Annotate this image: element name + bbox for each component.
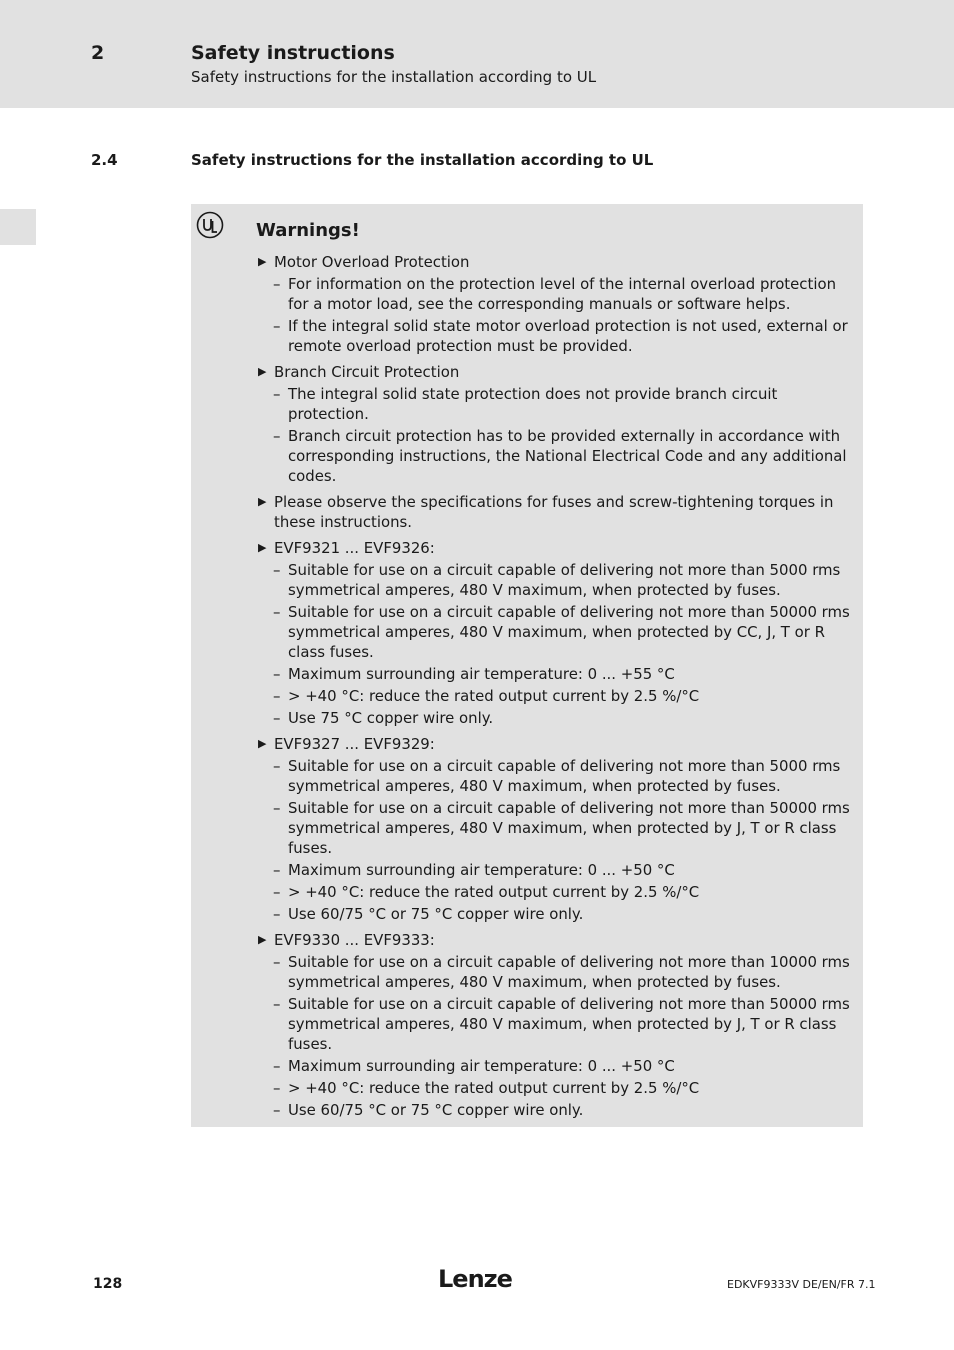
warning-subitem-text: Branch circuit protection has to be provided externally in accordance with corresponding instructions, the National Electrical Code and any additional codes.	[288, 427, 847, 485]
dash-bullet-icon: –	[273, 665, 281, 683]
dash-bullet-icon: –	[273, 861, 281, 879]
dash-bullet-icon: –	[273, 1101, 281, 1119]
warning-subitem-text: Suitable for use on a circuit capable of delivering not more than 50000 rms symmetrical amperes, 480 V maximum, when protected by J, T or R class fuses.	[288, 995, 850, 1053]
triangle-bullet-icon: ▶	[258, 737, 267, 750]
dash-bullet-icon: –	[273, 883, 281, 901]
triangle-bullet-icon: ▶	[258, 365, 267, 378]
warning-subitem	[258, 426, 860, 486]
dash-bullet-icon: –	[273, 1079, 281, 1097]
dash-bullet-icon: –	[273, 427, 281, 445]
warning-subitem	[258, 1100, 860, 1120]
warning-subitem	[258, 994, 860, 1054]
chapter-title: Safety instructions	[191, 42, 395, 64]
dash-bullet-icon: –	[273, 953, 281, 971]
warning-subitem	[258, 384, 860, 424]
warning-subitem	[258, 560, 860, 600]
warning-subitem	[258, 798, 860, 858]
warning-item-text: Branch Circuit Protection	[274, 363, 460, 381]
warning-subitem	[258, 1078, 860, 1098]
dash-bullet-icon: –	[273, 687, 281, 705]
triangle-bullet-icon: ▶	[258, 495, 267, 508]
lenze-logo: Lenze	[438, 1265, 512, 1293]
warning-subitem-text: Maximum surrounding air temperature: 0 ... +50 °C	[288, 861, 675, 879]
document-id: EDKVF9333V DE/EN/FR 7.1	[727, 1278, 876, 1291]
warning-subitem	[258, 664, 860, 684]
warning-subitem-text: The integral solid state protection does not provide branch circuit protection.	[288, 385, 778, 423]
warning-item	[258, 252, 860, 272]
header-band	[0, 0, 954, 108]
side-tab-marker	[0, 209, 36, 245]
dash-bullet-icon: –	[273, 799, 281, 817]
warning-item-text: EVF9330 ... EVF9333:	[274, 931, 435, 949]
warning-subitem-text: Maximum surrounding air temperature: 0 ... +50 °C	[288, 1057, 675, 1075]
warning-subitem	[258, 904, 860, 924]
warning-subitem-text: > +40 °C: reduce the rated output current by 2.5 %/°C	[288, 687, 700, 705]
triangle-bullet-icon: ▶	[258, 933, 267, 946]
dash-bullet-icon: –	[273, 317, 281, 335]
warning-subitem	[258, 756, 860, 796]
dash-bullet-icon: –	[273, 905, 281, 923]
ul-mark-icon	[196, 211, 224, 239]
page-number: 128	[93, 1276, 123, 1292]
warning-subitem	[258, 882, 860, 902]
triangle-bullet-icon: ▶	[258, 541, 267, 554]
warning-subitem-text: Use 60/75 °C or 75 °C copper wire only.	[288, 1101, 584, 1119]
warning-subitem	[258, 1056, 860, 1076]
warning-subitem-text: Suitable for use on a circuit capable of delivering not more than 10000 rms symmetrical amperes, 480 V maximum, when protected by fuses.	[288, 953, 850, 991]
warning-subitem-text: > +40 °C: reduce the rated output current by 2.5 %/°C	[288, 883, 700, 901]
chapter-number: 2	[91, 42, 105, 64]
warning-subitem-text: Maximum surrounding air temperature: 0 ... +55 °C	[288, 665, 675, 683]
warning-subitem-text: Suitable for use on a circuit capable of delivering not more than 5000 rms symmetrical amperes, 480 V maximum, when protected by fuses.	[288, 561, 841, 599]
warning-item-text: EVF9321 ... EVF9326:	[274, 539, 435, 557]
dash-bullet-icon: –	[273, 1057, 281, 1075]
warning-subitem	[258, 274, 860, 314]
warning-subitem	[258, 602, 860, 662]
warning-subitem-text: Use 60/75 °C or 75 °C copper wire only.	[288, 905, 584, 923]
warning-subitem	[258, 686, 860, 706]
warning-subitem-text: For information on the protection level of the internal overload protection for a motor load, see the corresponding manuals or software helps.	[288, 275, 837, 313]
dash-bullet-icon: –	[273, 603, 281, 621]
warning-subitem	[258, 316, 860, 356]
warning-subitem-text: Suitable for use on a circuit capable of delivering not more than 50000 rms symmetrical amperes, 480 V maximum, when protected by J, T or R class fuses.	[288, 799, 850, 857]
warning-list	[258, 249, 860, 1120]
warning-subitem-text: If the integral solid state motor overload protection is not used, external or remote overload protection must be provided.	[288, 317, 848, 355]
section-number: 2.4	[91, 151, 118, 169]
triangle-bullet-icon: ▶	[258, 255, 267, 268]
warning-item	[258, 734, 860, 754]
warning-subitem	[258, 860, 860, 880]
warning-subitem	[258, 708, 860, 728]
warning-subitem-text: Suitable for use on a circuit capable of delivering not more than 5000 rms symmetrical amperes, 480 V maximum, when protected by fuses.	[288, 757, 841, 795]
dash-bullet-icon: –	[273, 995, 281, 1013]
warning-subitem-text: Use 75 °C copper wire only.	[288, 709, 494, 727]
warning-item-text: EVF9327 ... EVF9329:	[274, 735, 435, 753]
warning-item-text: Motor Overload Protection	[274, 253, 470, 271]
warning-item-text: Please observe the specifications for fuses and screw-tightening torques in these instructions.	[274, 493, 834, 531]
warning-title: Warnings!	[256, 220, 360, 241]
chapter-subtitle: Safety instructions for the installation according to UL	[191, 68, 597, 86]
warning-item	[258, 492, 860, 532]
warning-subitem-text: > +40 °C: reduce the rated output current by 2.5 %/°C	[288, 1079, 700, 1097]
dash-bullet-icon: –	[273, 275, 281, 293]
warning-item	[258, 538, 860, 558]
dash-bullet-icon: –	[273, 709, 281, 727]
warning-item	[258, 362, 860, 382]
dash-bullet-icon: –	[273, 757, 281, 775]
dash-bullet-icon: –	[273, 561, 281, 579]
dash-bullet-icon: –	[273, 385, 281, 403]
warning-subitem	[258, 952, 860, 992]
warning-item	[258, 930, 860, 950]
warning-subitem-text: Suitable for use on a circuit capable of delivering not more than 50000 rms symmetrical amperes, 480 V maximum, when protected by CC, J, T or R class fuses.	[288, 603, 850, 661]
section-title: Safety instructions for the installation according to UL	[191, 151, 654, 169]
